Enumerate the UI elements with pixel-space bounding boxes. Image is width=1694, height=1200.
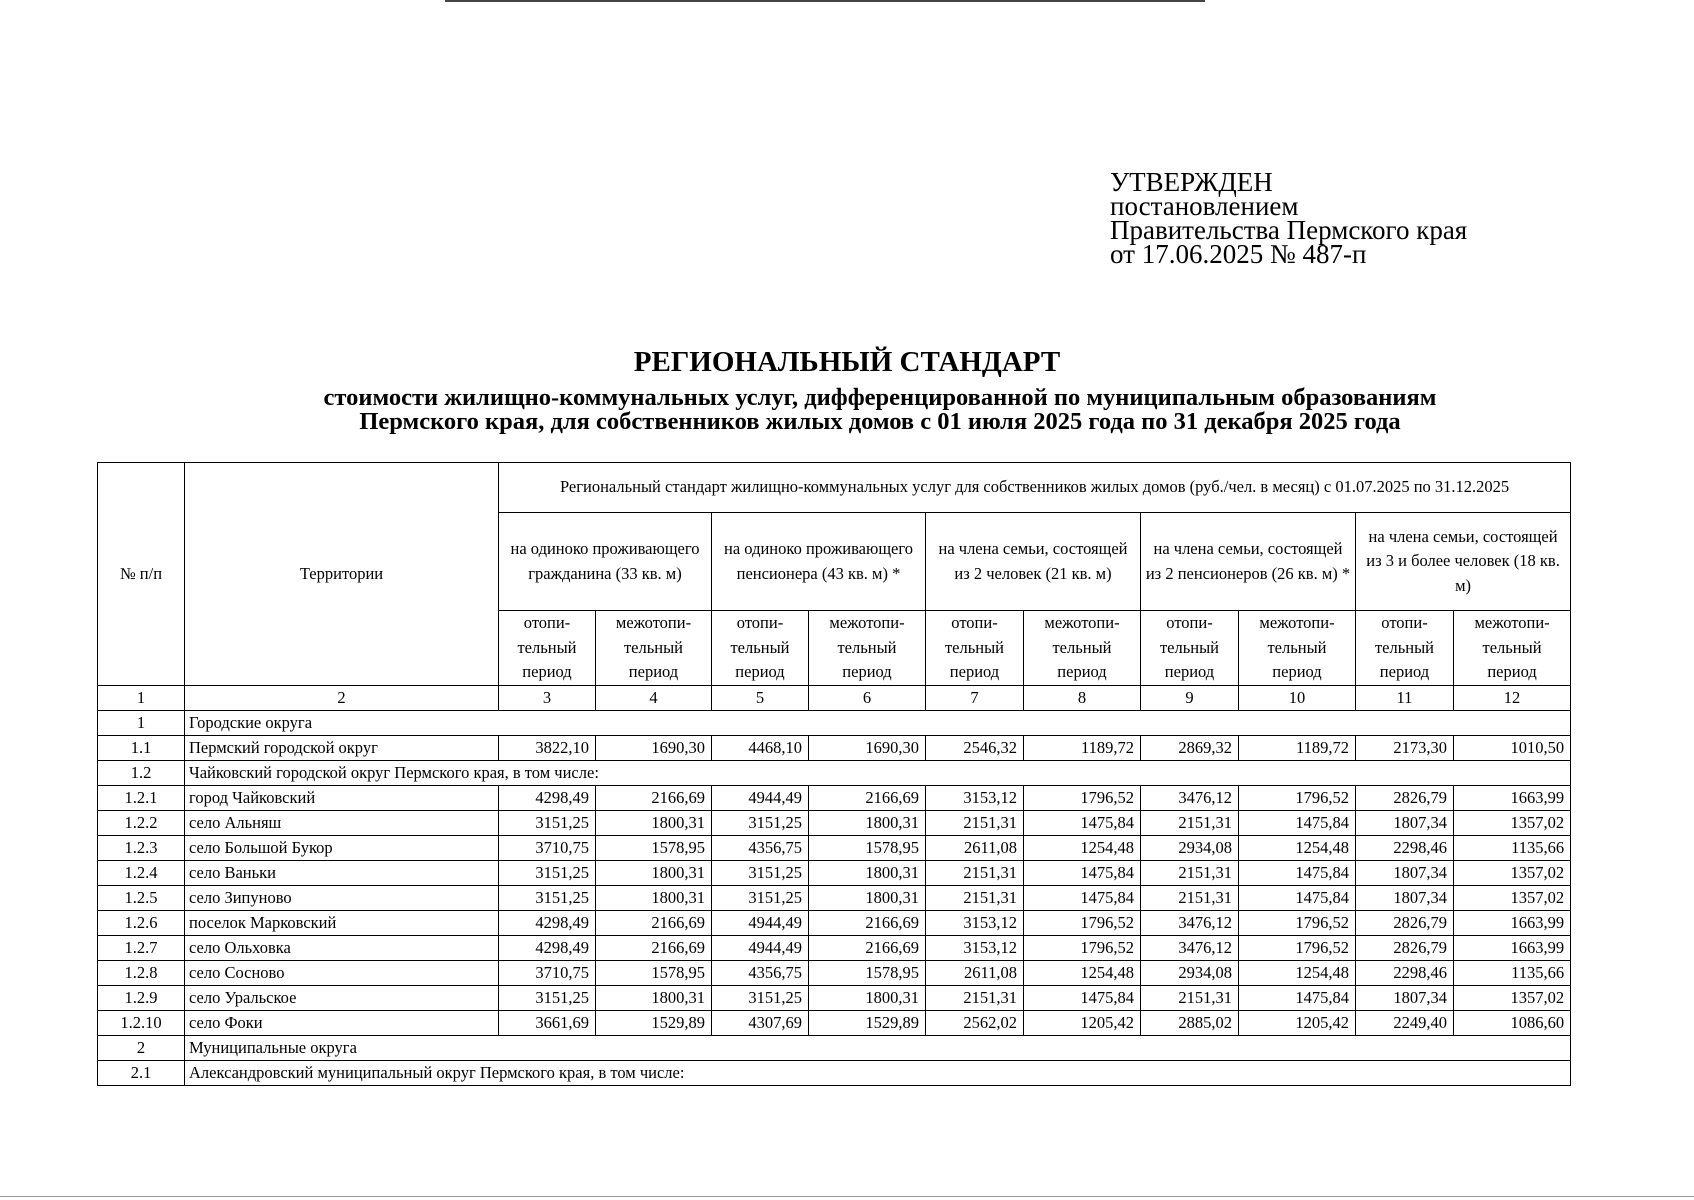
header-heating-period: отопи-тельный период <box>1356 611 1454 686</box>
row-number: 1.2.6 <box>98 910 185 935</box>
row-number: 1.2.8 <box>98 960 185 985</box>
row-value: 1800,31 <box>809 985 926 1010</box>
column-number: 1 <box>98 685 185 710</box>
row-value: 4944,49 <box>712 935 809 960</box>
table-row <box>98 810 1571 835</box>
row-value: 3476,12 <box>1141 785 1239 810</box>
row-value: 1796,52 <box>1239 910 1356 935</box>
row-value: 4298,49 <box>499 785 596 810</box>
approval-line-2: постановлением <box>1110 191 1299 221</box>
row-value: 2562,02 <box>926 1010 1024 1035</box>
row-number: 1.2.3 <box>98 835 185 860</box>
row-value: 1800,31 <box>809 810 926 835</box>
row-value: 2151,31 <box>926 985 1024 1010</box>
row-territory: город Чайковский <box>185 785 499 810</box>
row-territory: село Большой Букор <box>185 835 499 860</box>
row-value: 1800,31 <box>596 885 712 910</box>
row-value: 2885,02 <box>1141 1010 1239 1035</box>
row-value: 4356,75 <box>712 835 809 860</box>
row-value: 1578,95 <box>596 835 712 860</box>
row-value: 3151,25 <box>499 810 596 835</box>
row-value: 3661,69 <box>499 1010 596 1035</box>
row-territory: село Сосново <box>185 960 499 985</box>
row-value: 1010,50 <box>1454 735 1571 760</box>
row-value: 2166,69 <box>596 935 712 960</box>
header-nonheating-period: межотопи-тельный период <box>1239 611 1356 686</box>
row-territory: село Уральское <box>185 985 499 1010</box>
column-number: 3 <box>499 685 596 710</box>
document-subtitle <box>230 386 1530 434</box>
row-territory: село Ваньки <box>185 860 499 885</box>
table-row <box>98 760 1571 785</box>
row-value: 1357,02 <box>1454 985 1571 1010</box>
row-value: 1796,52 <box>1239 785 1356 810</box>
row-value: 2934,08 <box>1141 960 1239 985</box>
row-value: 4298,49 <box>499 910 596 935</box>
document-title: РЕГИОНАЛЬНЫЙ СТАНДАРТ <box>633 346 1061 378</box>
row-value: 4356,75 <box>712 960 809 985</box>
row-value: 1690,30 <box>596 735 712 760</box>
column-number: 2 <box>185 685 499 710</box>
row-value: 3151,25 <box>712 885 809 910</box>
header-group: Региональный стандарт жилищно-коммунальных услуг для собственников жилых домов (руб./чел. в месяц) с 01.07.2025 по 31.12.2025 <box>499 463 1571 513</box>
scan-edge-top <box>445 0 1205 2</box>
header-nonheating-period: межотопи-тельный период <box>596 611 712 686</box>
row-value: 1800,31 <box>809 860 926 885</box>
table-row <box>98 885 1571 910</box>
table-row <box>98 860 1571 885</box>
header-nonheating-period: межотопи-тельный период <box>1454 611 1571 686</box>
row-value: 3151,25 <box>499 985 596 1010</box>
row-value: 1800,31 <box>596 810 712 835</box>
table-row <box>98 735 1571 760</box>
approval-line-4: от 17.06.2025 № 487-п <box>1110 239 1367 269</box>
header-heating-period: отопи-тельный период <box>926 611 1024 686</box>
row-number: 2 <box>98 1035 185 1060</box>
table-row <box>98 935 1571 960</box>
row-number: 1.1 <box>98 735 185 760</box>
table-row <box>98 785 1571 810</box>
row-number: 1.2.1 <box>98 785 185 810</box>
row-value: 2151,31 <box>926 885 1024 910</box>
row-value: 1529,89 <box>596 1010 712 1035</box>
row-value: 3476,12 <box>1141 935 1239 960</box>
row-value: 3151,25 <box>712 860 809 885</box>
row-value: 1800,31 <box>596 985 712 1010</box>
row-value: 1807,34 <box>1356 860 1454 885</box>
row-value: 1475,84 <box>1239 885 1356 910</box>
table-row <box>98 835 1571 860</box>
standard-table <box>97 462 1571 1086</box>
row-value: 2151,31 <box>1141 860 1239 885</box>
row-value: 1475,84 <box>1024 860 1141 885</box>
row-value: 1807,34 <box>1356 885 1454 910</box>
header-category: на члена семьи, состоящей из 3 и более человек (18 кв. м) <box>1356 513 1571 611</box>
row-value: 3822,10 <box>499 735 596 760</box>
row-value: 1690,30 <box>809 735 926 760</box>
row-territory: село Зипуново <box>185 885 499 910</box>
row-value: 1086,60 <box>1454 1010 1571 1035</box>
row-value: 1796,52 <box>1024 785 1141 810</box>
table-row <box>98 1010 1571 1035</box>
row-number: 1.2 <box>98 760 185 785</box>
column-number: 7 <box>926 685 1024 710</box>
row-value: 2166,69 <box>596 785 712 810</box>
row-number: 1.2.5 <box>98 885 185 910</box>
row-value: 1205,42 <box>1024 1010 1141 1035</box>
row-value: 2298,46 <box>1356 835 1454 860</box>
row-value: 2869,32 <box>1141 735 1239 760</box>
row-territory: село Ольховка <box>185 935 499 960</box>
row-territory: Чайковский городской округ Пермского края, в том числе: <box>185 760 1571 785</box>
approval-line-3: Правительства Пермского края <box>1110 215 1468 245</box>
subtitle-line-2: Пермского края, для собственников жилых домов с 01 июля 2025 года по 31 декабря 2025 года <box>359 408 1401 435</box>
row-value: 4307,69 <box>712 1010 809 1035</box>
row-value: 1578,95 <box>596 960 712 985</box>
row-value: 1578,95 <box>809 960 926 985</box>
table-row <box>98 910 1571 935</box>
row-value: 1189,72 <box>1239 735 1356 760</box>
row-value: 1475,84 <box>1239 810 1356 835</box>
header-category: на члена семьи, состоящей из 2 пенсионеров (26 кв. м) * <box>1141 513 1356 611</box>
header-category: на одиноко проживающего пенсионера (43 кв. м) * <box>712 513 926 611</box>
scan-edge-bottom <box>0 1196 1694 1197</box>
row-value: 4944,49 <box>712 785 809 810</box>
row-value: 3151,25 <box>499 885 596 910</box>
row-value: 3710,75 <box>499 960 596 985</box>
column-number: 5 <box>712 685 809 710</box>
row-value: 3153,12 <box>926 785 1024 810</box>
column-number: 6 <box>809 685 926 710</box>
header-category: на одиноко проживающего гражданина (33 кв. м) <box>499 513 712 611</box>
row-value: 1529,89 <box>809 1010 926 1035</box>
row-value: 1796,52 <box>1024 935 1141 960</box>
row-value: 1254,48 <box>1024 960 1141 985</box>
row-territory: село Альняш <box>185 810 499 835</box>
approval-line-1: УТВЕРЖДЕН <box>1110 167 1273 197</box>
header-heating-period: отопи-тельный период <box>712 611 809 686</box>
row-value: 2166,69 <box>809 785 926 810</box>
row-territory: Муниципальные округа <box>185 1035 1571 1060</box>
row-territory: поселок Марковский <box>185 910 499 935</box>
row-value: 1254,48 <box>1239 835 1356 860</box>
row-value: 1807,34 <box>1356 985 1454 1010</box>
row-number: 1.2.10 <box>98 1010 185 1035</box>
row-value: 2611,08 <box>926 960 1024 985</box>
row-value: 1578,95 <box>809 835 926 860</box>
column-number: 12 <box>1454 685 1571 710</box>
row-number: 2.1 <box>98 1060 185 1085</box>
row-value: 2298,46 <box>1356 960 1454 985</box>
row-value: 1800,31 <box>596 860 712 885</box>
table-row <box>98 710 1571 735</box>
subtitle-line-1: стоимости жилищно-коммунальных услуг, дифференцированной по муниципальным образованиям <box>323 384 1437 411</box>
row-value: 1357,02 <box>1454 860 1571 885</box>
row-value: 1254,48 <box>1239 960 1356 985</box>
header-nonheating-period: межотопи-тельный период <box>1024 611 1141 686</box>
row-number: 1.2.9 <box>98 985 185 1010</box>
row-value: 1663,99 <box>1454 910 1571 935</box>
row-value: 4468,10 <box>712 735 809 760</box>
row-value: 2151,31 <box>1141 885 1239 910</box>
row-value: 2151,31 <box>1141 810 1239 835</box>
table-row <box>98 1060 1571 1085</box>
row-value: 2151,31 <box>926 860 1024 885</box>
row-value: 2173,30 <box>1356 735 1454 760</box>
row-value: 1800,31 <box>809 885 926 910</box>
row-value: 2934,08 <box>1141 835 1239 860</box>
table-row <box>98 1035 1571 1060</box>
column-number: 10 <box>1239 685 1356 710</box>
row-value: 2611,08 <box>926 835 1024 860</box>
header-category: на члена семьи, состоящей из 2 человек (21 кв. м) <box>926 513 1141 611</box>
row-value: 3151,25 <box>712 985 809 1010</box>
row-value: 1254,48 <box>1024 835 1141 860</box>
row-value: 1796,52 <box>1024 910 1141 935</box>
row-value: 3153,12 <box>926 910 1024 935</box>
row-value: 2826,79 <box>1356 910 1454 935</box>
header-territory: Территории <box>185 463 499 686</box>
row-territory: Пермский городской округ <box>185 735 499 760</box>
row-value: 2826,79 <box>1356 785 1454 810</box>
row-value: 1663,99 <box>1454 785 1571 810</box>
row-value: 1807,34 <box>1356 810 1454 835</box>
header-heating-period: отопи-тельный период <box>499 611 596 686</box>
row-territory: Александровский муниципальный округ Пермского края, в том числе: <box>185 1060 1571 1085</box>
row-value: 3151,25 <box>712 810 809 835</box>
row-value: 4944,49 <box>712 910 809 935</box>
column-number: 9 <box>1141 685 1239 710</box>
row-value: 3151,25 <box>499 860 596 885</box>
row-number: 1.2.7 <box>98 935 185 960</box>
row-value: 3153,12 <box>926 935 1024 960</box>
row-value: 2166,69 <box>809 910 926 935</box>
row-value: 2249,40 <box>1356 1010 1454 1035</box>
row-value: 2151,31 <box>1141 985 1239 1010</box>
row-value: 3710,75 <box>499 835 596 860</box>
approval-stamp <box>1110 167 1468 269</box>
row-value: 4298,49 <box>499 935 596 960</box>
row-value: 2166,69 <box>596 910 712 935</box>
row-value: 1796,52 <box>1239 935 1356 960</box>
table-row <box>98 960 1571 985</box>
row-value: 2546,32 <box>926 735 1024 760</box>
row-territory: село Фоки <box>185 1010 499 1035</box>
row-value: 1135,66 <box>1454 835 1571 860</box>
column-number: 8 <box>1024 685 1141 710</box>
row-value: 2166,69 <box>809 935 926 960</box>
row-territory: Городские округа <box>185 710 1571 735</box>
row-number: 1 <box>98 710 185 735</box>
row-value: 1663,99 <box>1454 935 1571 960</box>
row-value: 1189,72 <box>1024 735 1141 760</box>
row-value: 1475,84 <box>1239 985 1356 1010</box>
row-number: 1.2.2 <box>98 810 185 835</box>
row-value: 3476,12 <box>1141 910 1239 935</box>
table-row <box>98 985 1571 1010</box>
row-value: 1475,84 <box>1024 885 1141 910</box>
column-number-row <box>98 685 1571 710</box>
row-value: 2151,31 <box>926 810 1024 835</box>
row-value: 2826,79 <box>1356 935 1454 960</box>
row-value: 1135,66 <box>1454 960 1571 985</box>
header-num: № п/п <box>98 463 185 686</box>
row-value: 1205,42 <box>1239 1010 1356 1035</box>
row-value: 1357,02 <box>1454 810 1571 835</box>
column-number: 4 <box>596 685 712 710</box>
row-value: 1357,02 <box>1454 885 1571 910</box>
header-nonheating-period: межотопи-тельный период <box>809 611 926 686</box>
column-number: 11 <box>1356 685 1454 710</box>
row-value: 1475,84 <box>1024 985 1141 1010</box>
row-value: 1475,84 <box>1024 810 1141 835</box>
row-number: 1.2.4 <box>98 860 185 885</box>
header-heating-period: отопи-тельный период <box>1141 611 1239 686</box>
row-value: 1475,84 <box>1239 860 1356 885</box>
